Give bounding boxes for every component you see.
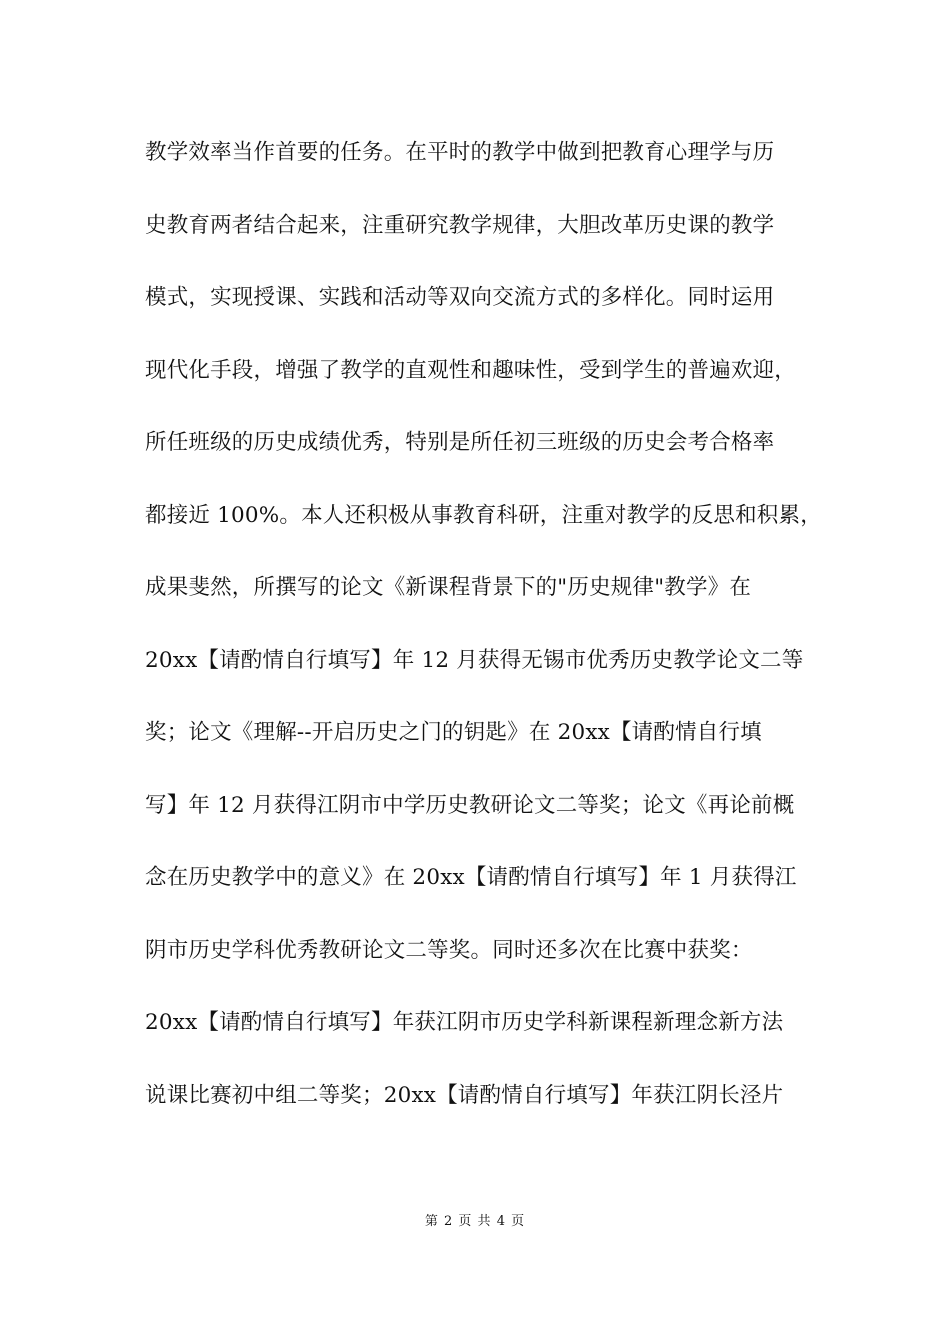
page-number-footer: 第 2 页 共 4 页 [424,1214,526,1229]
text-line: 念在历史教学中的意义》在 20xx【请酌情自行填写】年 1 月获得江 [145,865,797,890]
body-text [145,140,822,1155]
text-line: 都接近 100%。本人还积极从事教育科研，注重对教学的反思和积累， [145,502,822,528]
text-line: 写】年 12 月获得江阴市中学历史教研论文二等奖；论文《再论前概 [145,792,795,818]
text-line: 20xx【请酌情自行填写】年获江阴市历史学科新课程新理念新方法 [145,1010,784,1035]
text-line: 说课比赛初中组二等奖；20xx【请酌情自行填写】年获江阴长泾片 [145,1082,784,1108]
text-line: 成果斐然，所撰写的论文《新课程背景下的"历史规律"教学》在 [145,575,752,600]
text-line: 阴市历史学科优秀教研论文二等奖。同时还多次在比赛中获奖： [145,937,753,963]
text-line: 模式，实现授课、实践和活动等双向交流方式的多样化。同时运用 [145,285,775,310]
text-line: 20xx【请酌情自行填写】年 12 月获得无锡市优秀历史教学论文二等 [145,647,804,673]
text-line: 教学效率当作首要的任务。在平时的教学中做到把教育心理学与历 [145,140,775,165]
text-line: 现代化手段，增强了教学的直观性和趣味性，受到学生的普遍欢迎， [145,357,797,383]
text-line: 史教育两者结合起来，注重研究教学规律，大胆改革历史课的教学 [145,212,775,238]
text-line: 所任班级的历史成绩优秀，特别是所任初三班级的历史会考合格率 [145,430,775,455]
text-line: 奖；论文《理解--开启历史之门的钥匙》在 20xx【请酌情自行填 [145,720,762,745]
